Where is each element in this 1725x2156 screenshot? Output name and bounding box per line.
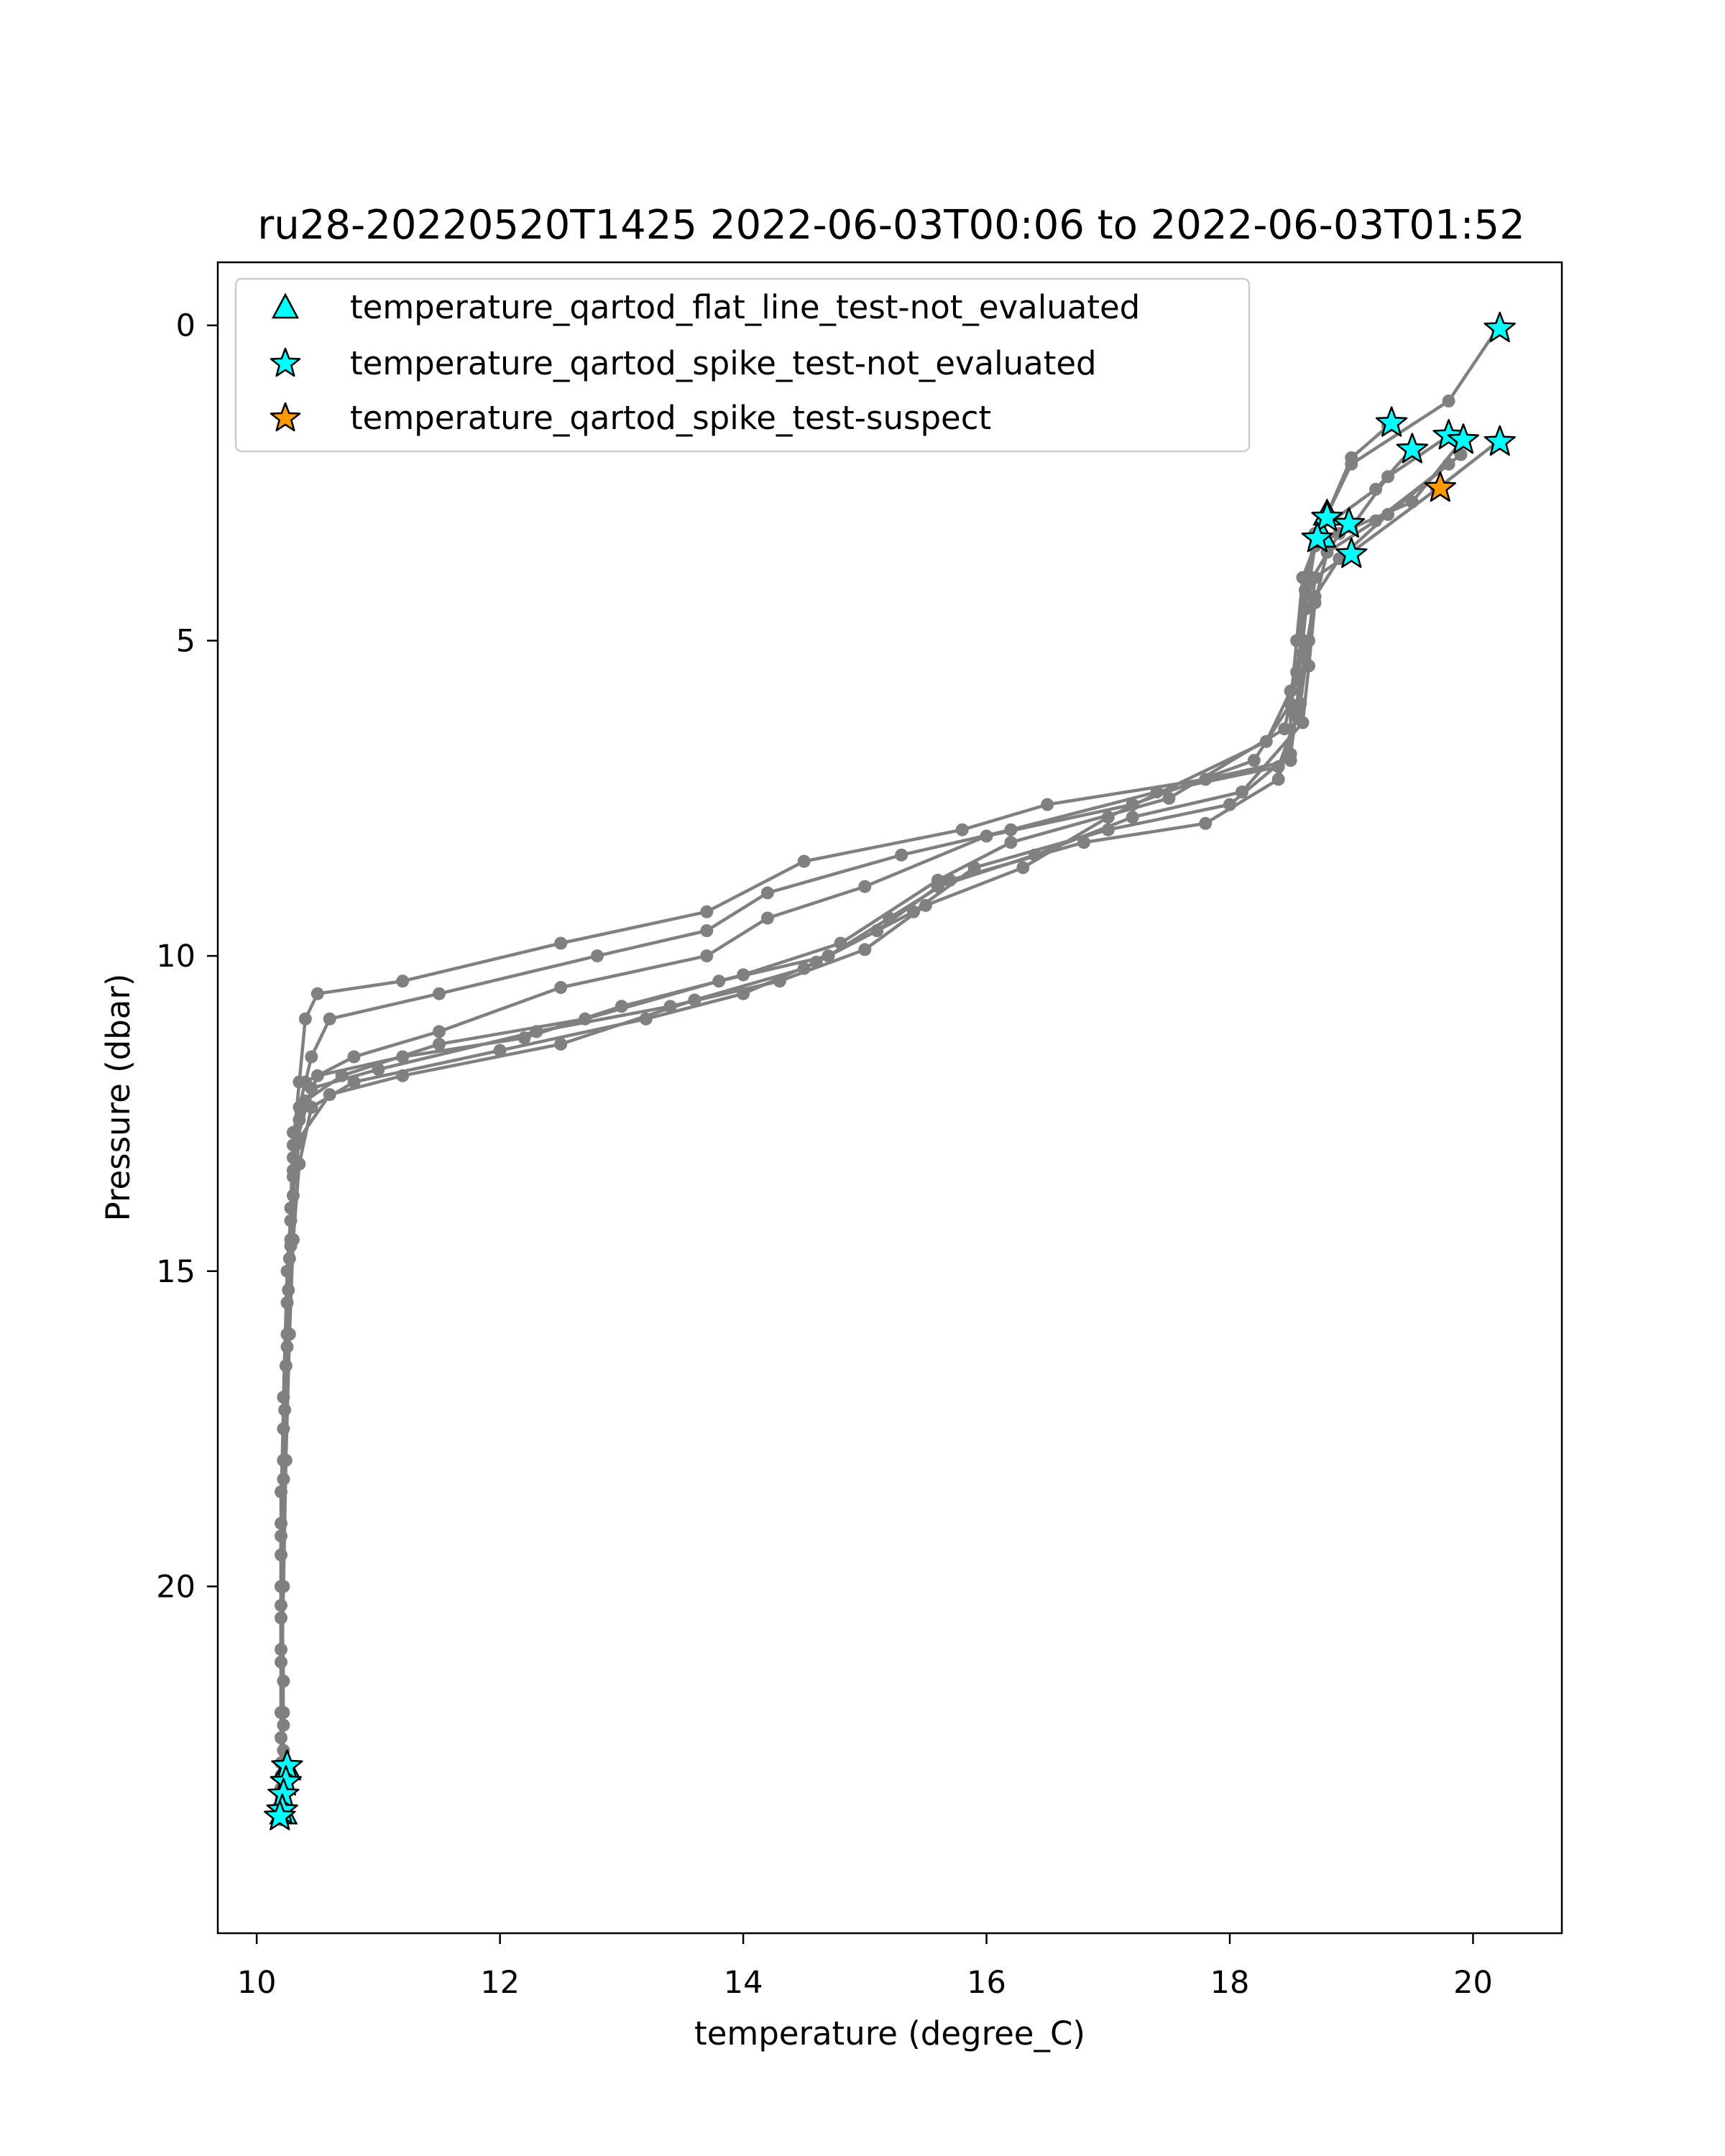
data-point [277,1422,290,1435]
data-point [287,1233,300,1246]
data-point [737,987,750,1000]
data-point [591,949,604,962]
data-point [372,1063,385,1076]
data-point [275,1549,288,1562]
data-point [433,1025,446,1038]
data-point [396,1069,409,1082]
data-point [305,1101,318,1114]
data-point [615,1000,628,1013]
data-point [1443,458,1455,471]
data-point [798,855,811,868]
y-tick-label: 15 [156,1253,196,1290]
data-point [1004,836,1017,849]
data-point [1126,798,1139,811]
x-tick-label: 12 [480,1965,520,2001]
data-point [822,949,835,962]
legend-label: temperature_qartod_flat_line_test-not_evaluated [350,288,1141,326]
data-point [1302,634,1315,647]
data-point [275,1706,288,1719]
data-point [275,1731,288,1744]
x-tick-label: 14 [723,1965,763,2001]
data-point [1299,647,1312,660]
data-point [895,849,908,862]
data-point [810,956,823,969]
data-point [311,987,324,1000]
data-point [530,1025,543,1038]
data-point [980,829,993,842]
data-point [688,994,701,1007]
data-point [1272,760,1285,773]
data-point [433,987,446,1000]
data-point [518,1031,531,1044]
data-point [275,1529,288,1542]
y-tick-label: 20 [156,1569,196,1606]
data-point [956,824,969,837]
data-point [275,1485,288,1498]
data-point [281,1265,294,1278]
data-point [1029,849,1041,862]
data-point [1302,660,1315,673]
data-point [396,975,409,987]
data-point [883,912,896,925]
data-point [275,1599,288,1612]
data-point [968,861,981,874]
data-point [1236,786,1248,798]
data-point [1126,811,1139,824]
data-point [1102,824,1115,837]
data-point [1309,596,1322,609]
data-point [1284,747,1297,760]
data-point [1290,665,1303,678]
data-point [664,1000,677,1013]
data-point [348,1076,361,1089]
data-point [798,962,811,975]
data-point [311,1069,324,1082]
data-point [1284,685,1297,698]
data-point [554,1038,567,1051]
data-point [1077,836,1090,849]
data-point [1260,735,1273,748]
y-tick-label: 5 [175,623,196,660]
data-point [285,1202,298,1215]
data-point [700,949,713,962]
data-point [640,1013,653,1026]
data-point [907,906,920,918]
data-point [700,924,713,937]
data-point [1162,792,1175,805]
data-point [761,912,774,925]
x-tick-label: 18 [1210,1965,1250,2001]
data-point [283,1328,296,1341]
data-point [712,975,725,987]
data-point [1309,571,1322,584]
data-point [1369,483,1382,496]
data-point [494,1044,507,1057]
data-point [554,981,567,994]
data-point [1290,704,1303,717]
data-point [700,906,713,918]
data-point [282,1284,295,1296]
legend [236,279,1249,451]
data-point [1272,773,1285,786]
data-point [1016,861,1029,874]
legend-entry-flat-line-not-evaluated [273,288,1140,326]
data-point [275,1611,288,1624]
data-point [277,1580,290,1593]
data-point [323,1088,336,1101]
data-point [579,1013,592,1026]
data-point [277,1674,290,1687]
data-point [275,1656,288,1669]
legend-entry-spike-not-evaluated [271,344,1097,382]
data-point [737,968,750,981]
data-point [277,1391,290,1404]
data-point [293,1113,305,1126]
chart-title: ru28-20220520T1425 2022-06-03T00:06 to 2022-06-03T01:52 [257,202,1525,249]
data-point [348,1051,361,1064]
x-axis-label: temperature (degree_C) [694,2014,1085,2053]
data-point [1151,786,1164,798]
data-point [870,924,883,937]
data-point [761,886,774,899]
data-point [932,880,944,893]
data-point [1406,495,1419,508]
data-point [1278,722,1291,735]
data-point [1369,515,1382,528]
x-tick-label: 16 [967,1965,1006,2001]
data-point [433,1038,446,1051]
y-tick-label: 10 [156,939,196,975]
data-point [293,1133,305,1146]
data-point [944,874,957,887]
data-point [1297,717,1310,729]
data-point [1199,817,1212,830]
data-point [275,1643,288,1656]
data-point [1381,470,1394,483]
data-point [554,937,567,950]
data-point [1004,824,1017,837]
data-point [280,1454,293,1467]
x-tick-label: 20 [1453,1965,1493,2001]
legend-label: temperature_qartod_spike_test-suspect [350,399,992,437]
data-point [834,937,847,950]
data-point [1248,754,1261,767]
data-point [1102,811,1115,824]
x-tick-label: 10 [236,1965,277,2001]
data-point [280,1359,293,1372]
data-point [1223,798,1236,811]
data-point [285,1215,298,1227]
data-point [858,880,871,893]
data-point [919,899,932,912]
data-point [396,1051,409,1064]
legend-entry-spike-suspect [271,399,991,437]
y-tick-label: 0 [175,308,196,344]
data-point [1199,773,1212,786]
data-point [1041,798,1054,811]
data-point [277,1473,290,1485]
data-point [275,1517,288,1530]
data-point [323,1013,336,1026]
legend-label: temperature_qartod_spike_test-not_evaluated [350,344,1097,382]
data-point [305,1082,318,1095]
y-axis-label: Pressure (dbar) [99,973,137,1222]
data-point [299,1013,312,1026]
data-point [287,1189,300,1202]
data-point [293,1158,305,1171]
data-point [281,1340,294,1353]
data-point [858,943,871,956]
data-point [1345,451,1358,464]
data-point [1443,395,1455,407]
data-point [336,1069,349,1082]
data-point [773,975,786,987]
data-point [277,1719,290,1732]
data-point [283,1252,296,1265]
data-point [305,1051,318,1064]
data-point [1381,508,1394,521]
data-point [278,1404,291,1416]
data-point [281,1296,294,1309]
